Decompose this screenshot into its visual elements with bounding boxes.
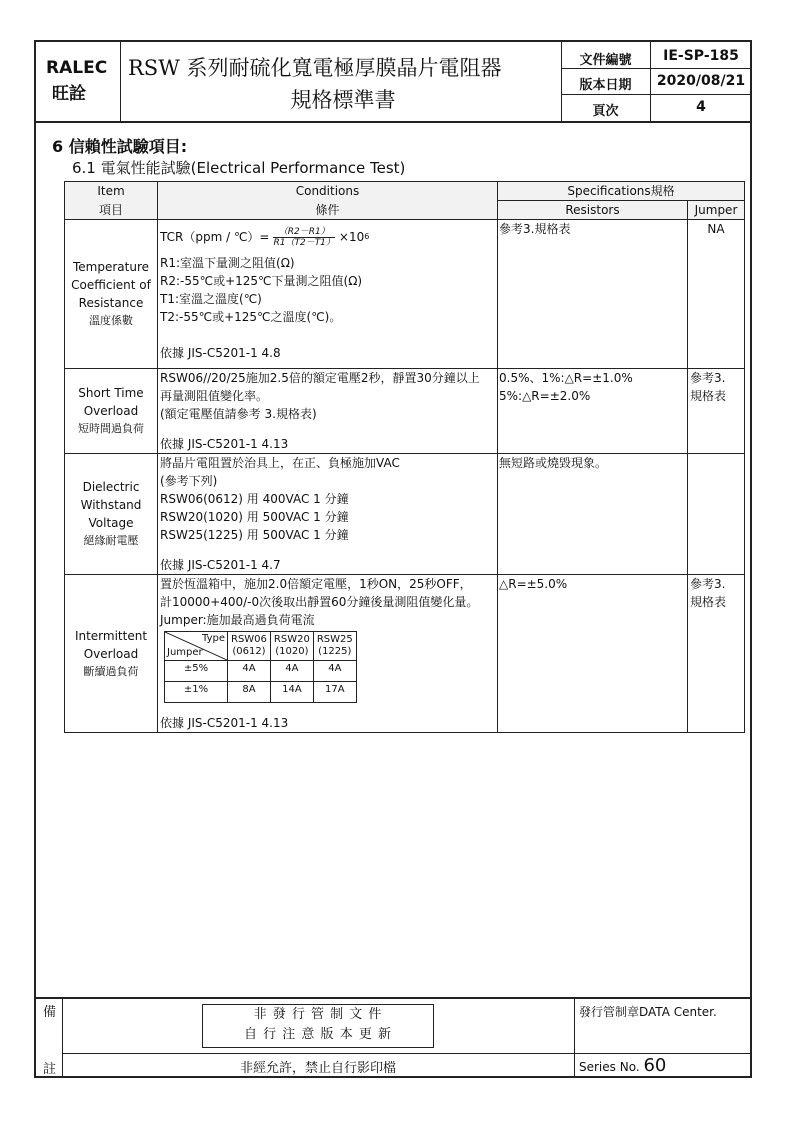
tcr-formula: TCR（ppm / ℃）= $\frac{(R2-R1)}{R1(T2-T1)}$ ×10 6 [160,226,370,248]
resistors-dielectric: 無短路或燒毀現象。 [498,454,688,575]
table-row [65,454,745,575]
doc-no-value: IE-SP-185 [663,48,739,64]
basis-tcr: 依據 JIS-C5201-1 4.8 [160,346,281,360]
item-short-time-overload: Short Time Overload 短時間過負荷 [65,369,158,454]
section-heading: 6 信賴性試驗項目: [52,137,188,156]
section-subheading: 6.1 電氣性能試驗(Electrical Performance Test) [72,159,406,177]
table-row [65,575,745,733]
col-header-jumper: Jumper [688,201,745,220]
table-row [65,220,745,369]
jumper-tcr: NA [688,220,745,369]
col-header-specifications: Specifications規格 [498,182,745,201]
conditions-short-time-overload: RSW06//20/25施加2.5倍的額定電壓2秒，靜置30分鐘以上 再量測阻值變化率。 (額定電壓值請參考 3.規格表) 依據 JIS-C5201-1 4.13 [158,369,498,454]
col-header-item-zh: 項目 [65,201,158,220]
basis-dielectric: 依據 JIS-C5201-1 4.7 [160,558,281,572]
jumper-intermittent-overload: 參考3. 規格表 [688,575,745,733]
resistors-tcr: 參考3.規格表 [498,220,688,369]
resistors-short-time-overload: 0.5%、1%:△R=±1.0% 5%:△R=±2.0% [498,369,688,454]
resistors-intermittent-overload: △R=±5.0% [498,575,688,733]
version-date-label: 版本日期 [579,78,632,93]
issuer-stamp-label: 發行管制章DATA Center. [579,1005,717,1019]
basis-intermittent-overload: 依據 JIS-C5201-1 4.13 [160,716,289,730]
remarks-label-top: 備 [43,1005,57,1020]
col-header-item: Item [65,182,158,201]
conditions-intermittent-overload: 置於恆溫箱中，施加2.0倍額定電壓，1秒ON，25秒OFF， 計10000+400/-0次後取出靜置60分鐘後量測阻值變化量。 Jumper:施加最高過負荷電流 Type Jumper RSW06 (0612) RSW20 (1020) RSW25 (1225) ±5% 4A 4A 4A ±1% 8A 14A 17A 依據 JIS-C5201-1 4.13 [158,575,498,733]
footer-hline [62,1053,752,1054]
control-stamp: 非 發 行 管 制 文 件 自 行 注 意 版 本 更 新 [202,1004,434,1048]
jumper-short-time-overload: 參考3. 規格表 [688,369,745,454]
basis-short-time-overload: 依據 JIS-C5201-1 4.13 [160,437,289,451]
item-intermittent-overload: Intermittent Overload 斷續過負荷 [65,575,158,733]
table-row [65,369,745,454]
col-header-conditions-zh: 條件 [158,201,498,220]
series-number: Series No. 60 [579,1055,667,1076]
jumper-current-table [164,631,357,703]
header-vline-1 [120,40,121,121]
footer-divider [34,997,752,999]
jumper-table-corner: Type Jumper [165,632,228,661]
item-dielectric: Dielectric Withstand Voltage 絕緣耐電壓 [65,454,158,575]
company-name-zh: 旺詮 [52,84,86,104]
performance-test-table [64,181,745,733]
col-header-resistors: Resistors [498,201,688,220]
conditions-dielectric: 將晶片電阻置於治具上，在正、負極施加VAC (參考下列) RSW06(0612) 用 400VAC 1 分鐘 RSW20(1020) 用 500VAC 1 分鐘 RSW25(1225) 用 500VAC 1 分鐘 依據 JIS-C5201-1 4.7 [158,454,498,575]
item-tcr: Temperature Coefficient of Resistance 溫度係數 [65,220,158,369]
document-subtitle: 規格標準書 [290,88,396,112]
doc-no-label: 文件編號 [579,53,632,68]
jumper-table-col-rsw25: RSW25 (1225) [313,632,356,661]
col-header-conditions: Conditions [158,182,498,201]
jumper-dielectric [688,454,745,575]
version-date-value: 2020/08/21 [656,73,746,89]
page-value: 4 [696,99,706,115]
footer-vline-2 [574,997,575,1078]
header-hline-2 [561,94,752,95]
copy-notice: 非經允許，禁止自行影印檔 [239,1061,396,1076]
jumper-table-row: ±5% 4A 4A 4A [165,661,357,682]
page-label: 頁次 [592,104,619,119]
jumper-table-row: ±1% 8A 14A 17A [165,682,357,703]
jumper-table-col-rsw06: RSW06 (0612) [228,632,271,661]
jumper-table-col-rsw20: RSW20 (1020) [270,632,313,661]
header-hline-1 [561,68,752,69]
header-divider [34,121,752,123]
company-name-en: RALEC [46,58,108,78]
remarks-label-bottom: 註 [43,1062,57,1077]
conditions-tcr: TCR（ppm / ℃）= $\frac{(R2-R1)}{R1(T2-T1)}$ ×10 6 R1:室溫下量測之阻值(Ω) R2:-55℃或+125℃下量測之阻值(Ω) T1:室溫之溫度(℃) T2:-55℃或+125℃之溫度(℃)。 依據 JIS-C5201-1 4.8 [158,220,498,369]
document-title: RSW 系列耐硫化寬電極厚膜晶片電阻器 [128,56,502,80]
